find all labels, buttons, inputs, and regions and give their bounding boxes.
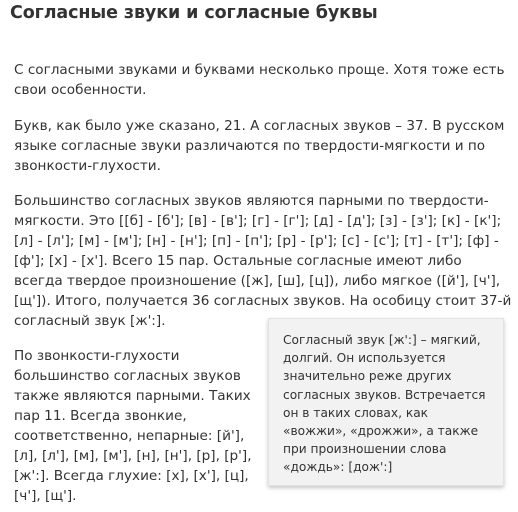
- intro-paragraph: С согласными звуками и буквами несколько проще. Хотя тоже есть свои особенности.: [14, 62, 505, 98]
- page-title: Согласные звуки и согласные буквы: [10, 3, 378, 23]
- note-callout-text: Согласный звук [ж':] – мягкий, долгий. Он используется значительно реже других согласных звуков. Встречается он в таких словах, как «вожжи», «дрожжи», а также при произношении слова «дождь»: [дож':]: [283, 333, 486, 475]
- hardness-softness-paragraph: Большинство согласных звуков являются парными по твердости-мягкости. Это [[б] - [б']; [в] - [в']; [г] - [г']; [д] - [д']; [з] - [з']; [к] - [к']; [л] - [л']; [м] - [м']; [н] - [н']; [п] - [п']; [р] - [р']; [с] - [с']; [т] - [т']; [ф] - [ф']; [х] - [х']. Всего 15 пар. Остальные согласные имеют либо всегда твердое произношение ([ж], [ш], [ц]), либо мягкое ([й'], [ч'], [щ']). Итого, получается 36 согласных звуков. На особицу стоит 37-й согласный звук [ж':].: [14, 193, 512, 329]
- letters-count-paragraph: Букв, как было уже сказано, 21. А согласных звуков – 37. В русском языке согласные звуки различаются по твердости-мягкости и по звонкости-глухости.: [14, 118, 505, 174]
- voicing-paragraph: По звонкости-глухости большинство согласных звуков также являются парными. Таких пар 11. Всегда звонкие, соответственно, непарные: [й'], [л], [л'], [м], [м'], [н], [н'], [р], [р'], [ж':]. Всегда глухие: [х], [х'], [ц], [ч'], [щ'].: [14, 348, 252, 504]
- note-callout: [268, 318, 504, 486]
